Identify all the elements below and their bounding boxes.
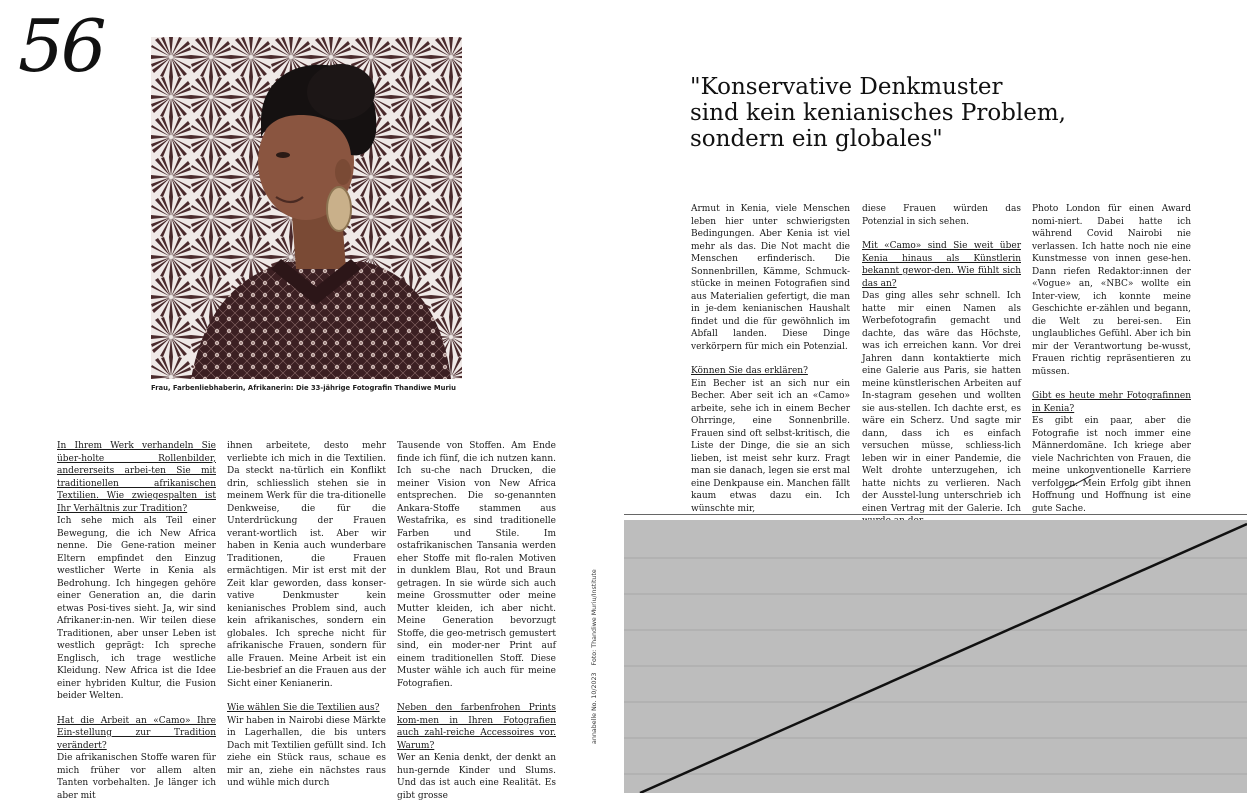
interview-answer: Wer an Kenia denkt, der denkt an hun-gernde Kinder und Slums. Und das ist auch eine Realität. Es gibt grosse [397,753,556,801]
text-column-5 [862,203,1021,528]
issue-credit: annabelle No. 10/2023 [591,672,598,744]
interview-answer: Es gibt ein paar, aber die Fotografie ist noch immer eine Männerdomäne. Ich kriege aber viele Nachrichten von Frauen, die meine unkonventionelle Karriere verfolgen. Mein Erfolg gibt ihnen Hoffnung und Hoffnung ist eine gute Sache. [1032,416,1191,514]
vertical-credit [591,562,598,744]
photo-credit: Foto: Thandiwe Muriu/Institute [591,569,598,666]
interview-answer: Ein Becher ist an sich nur ein Becher. Aber seit ich an «Camo» arbeite, sehe ich in einem Becher Ohrringe, eine Sonnenbrille. Frauen sind oft selbst-kritisch, die Liste der Dinge, die sie an sich lieben, ist meist sehr kurz. Fragt man sie danach, legen sie erst mal eine Denkpause ein. Manchen fällt kaum etwas dazu ein. Ich wünschte mir, [691,378,850,514]
interview-answer: Tausende von Stoffen. Am Ende finde ich fünf, die ich nutzen kann. Ich su-che nach Drucken, die meiner Vision von New Africa entsprechen. Die so-genannten Ankara-Stoffe stammen aus Westafrika, es sind traditionelle Farben und Stile. Im ostafrikanischen Tansania werden eher Stoffe mit flo-ralen Motiven in dunklem Blau, Rot und Braun getragen. In sie würde sich auch meine Grossmutter oder meine Mutter kleiden, ich aber nicht. Meine Generation bevorzugt Stoffe, die geo-metrisch gemustert sind, ein moder-ner Print auf einem traditionellen Stoff. Diese Muster wähle ich auch für meine Fotografien. [397,441,556,689]
text-column-1 [57,440,216,802]
pull-quote [690,74,1130,152]
gray-image-panel [624,520,1247,793]
interview-answer: Das ging alles sehr schnell. Ich hatte mir einen Namen als Werbefotografin gemacht und dachte, das wäre das Höchste, was ich erreichen kann. Vor drei Jahren dann kontaktierte mich eine Galerie aus Paris, sie hatten meine künstlerischen Arbeiten auf In-stagram gesehen und wollten sie aus-stellen. Ich dachte erst, es wäre ein Scherz. Und sagte mir dann, dass ich es einfach versuchen müsse, schliess-lich leben wir in einer Pandemie, die Welt drohte unterzugehen, ich hatte nichts zu verlieren. Nach der Ausstel-lung unterschrieb ich einen Vertrag mit der Galerie. Ich [862,291,1021,514]
interview-answer: Photo London für einen Award nomi-niert. Dabei hatte ich während Covid Nairobi nie verlassen. Ich hatte noch nie eine Kunstmesse von innen gese-hen. Dann riefen Redaktor:innen der «Vogue» an, «NBC» wollte ein Inter-view, ich konnte meine Geschichte er-zählen und begann, die Welt zu berei-sen. Ein unglaubliches Gefühl. Aber ich bin mir der Verantwortung be-wusst, Frauen richtig repräsentieren zu müssen. [1032,204,1191,377]
panel-rule [624,514,1247,515]
interview-answer: Armut in Kenia, viele Menschen leben hier unter schwierigsten Bedingungen. Aber Kenia ist viel mehr als das. Die Not macht die Menschen erfinderisch. Die Sonnenbrillen, Kämme, Schmuck-stücke in meinen Fotografien sind aus Materialien gefertigt, die man in je-dem kenianischen Haushalt findet und die für gewöhnlich im Abfall landen. Diese Dinge verkörpern für mich ein Potenzial. [691,204,850,352]
pull-quote-line: sind kein kenianisches Problem, [690,100,1066,126]
pull-quote-line: sondern ein globales" [690,126,943,152]
interview-answer: ihnen arbeitete, desto mehr verliebte ich mich in die Textilien. Da steckt na-türlich ein Konflikt drin, schliesslich stehen sie in meinem Werk für die tra-ditionelle Denkweise, die für die Unterdrückung der Frauen verant-wortlich ist. Aber wir haben in Kenia auch wunderbare Traditionen, die Frauen ermächtigen. Mir ist erst mit der Zeit klar geworden, dass konser-vative Denkmuster kein kenianisches Problem sind, auch kein afrikanisches, sondern ein globales. Ich spreche nicht für afrikanische Frauen, sondern für alle Frauen. Meine Arbeit ist ein Lie-besbrief an die Frauen aus der Sicht einer Kenianerin. [227,441,386,689]
interview-question: Neben den farbenfrohen Prints kom-men in Ihren Fotografien auch zahl-reiche Accessoires vor. Warum? [397,703,556,751]
interview-question: In Ihrem Werk verhandeln Sie über-holte Rollenbilder, andererseits arbei-ten Sie mit traditionellen afrikanischen Textilien. Wie zwiegespalten ist Ihr Verhältnis zur Tradition? [57,441,216,514]
interview-question: Hat die Arbeit an «Camo» Ihre Ein-stellung zur Tradition verändert? [57,715,216,751]
interview-answer: Ich sehe mich als Teil einer Bewegung, die ich New Africa nenne. Die Gene-ration meiner Eltern empfindet den Einzug westlicher Werte in Kenia als Bedrohung. Ich hingegen gehöre einer Generation an, die darin etwas Posi-tives sieht. Ja, wir sind Afrikaner:in-nen. Wir teilen diese Traditionen, aber unser Leben ist westlich geprägt: Ich spreche Englisch, ich trage westliche Kleidung. New Africa ist die Idee einer hybriden Kultur, die Fusion beider Welten. [57,516,216,701]
interview-question: Mit «Camo» sind Sie weit über Kenia hinaus als Künstlerin bekannt gewor-den. Wie fühlt sich das an? [862,241,1021,289]
diagonal-line [640,524,1247,793]
portrait-photo [151,37,462,379]
interview-answer: Die afrikanischen Stoffe waren für mich früher vor allem alten Tanten vorbehalten. Je länger ich aber mit [57,753,216,801]
interview-question: Können Sie das erklären? [691,366,808,376]
interview-answer: diese Frauen würden das Potenzial in sich sehen. [862,204,1021,227]
photo-caption: Frau, Farbenliebhaberin, Afrikanerin: Die 33-jährige Fotografin Thandiwe Muriu [151,384,456,392]
page-number: 56 [18,4,104,88]
text-column-6 [1032,203,1191,515]
interview-question: Gibt es heute mehr Fotografinnen in Kenia? [1032,391,1191,414]
text-column-2 [227,440,386,790]
interview-question: Wie wählen Sie die Textilien aus? [227,703,380,713]
pull-quote-line: "Konservative Denkmuster [690,74,1003,100]
text-column-4 [691,203,850,515]
interview-answer: Wir haben in Nairobi diese Märkte in Lagerhallen, die bis unters Dach mit Textilien gefüllt sind. Ich ziehe ein Stück raus, schaue es mir an, ziehe ein nächstes raus und wühle mich durch [227,715,386,788]
text-column-3 [397,440,556,802]
